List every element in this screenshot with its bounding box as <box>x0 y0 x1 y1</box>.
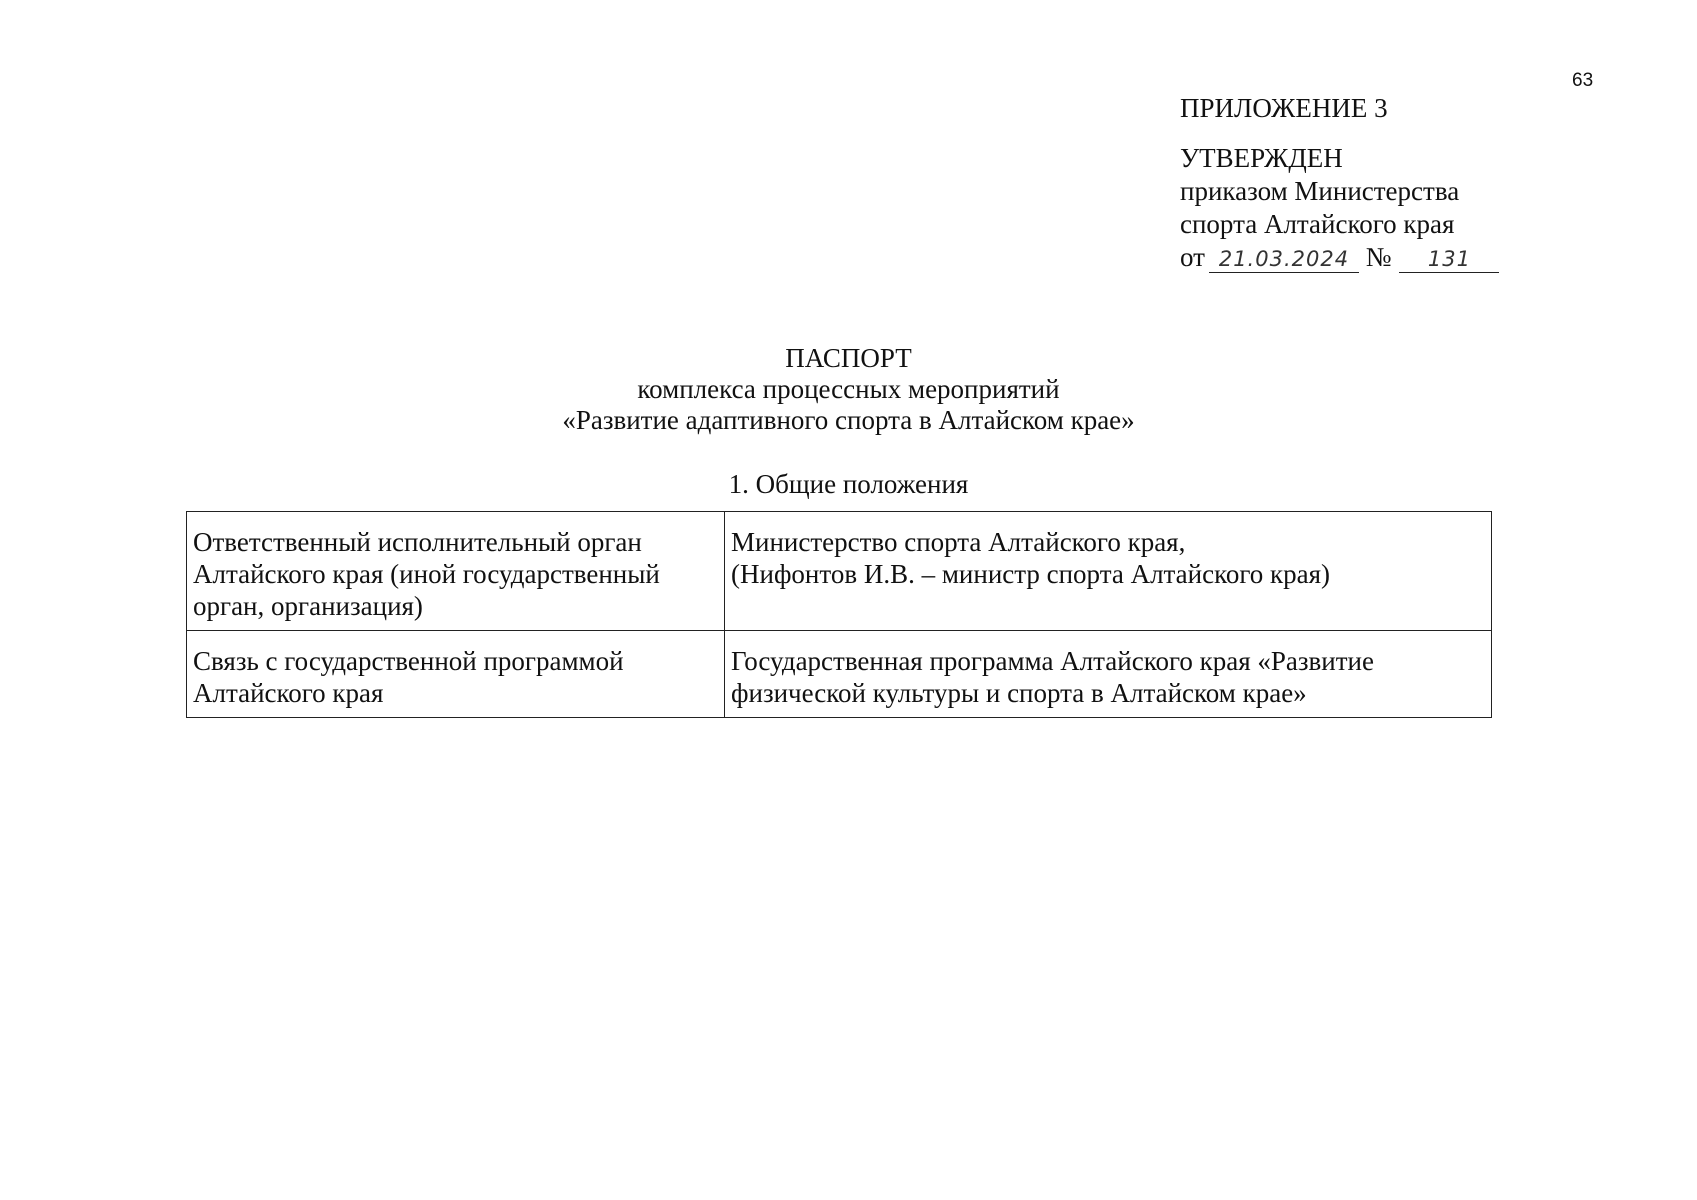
number-label: № <box>1365 242 1392 272</box>
program-link-value: Государственная программа Алтайского края «Развитие физической культуры и спорта в Алтайском крае» <box>731 646 1374 708</box>
document-title: ПАСПОРТ <box>785 343 912 373</box>
general-provisions-table <box>186 511 1492 718</box>
table-cell-value <box>725 512 1492 631</box>
responsible-body-label: Ответственный исполнительный орган Алтайского края (иной государственный орган, организация) <box>193 527 660 621</box>
page-number: 63 <box>1572 70 1594 91</box>
handwritten-date: 21.03.2024 <box>1209 246 1359 273</box>
approval-line-ministry: приказом Министерства <box>1180 176 1460 206</box>
responsible-body-value: Министерство спорта Алтайского края, <box>731 527 1186 557</box>
table-row <box>187 631 1492 718</box>
passport-header <box>0 343 1697 436</box>
table-cell-label <box>187 512 725 631</box>
complex-name: «Развитие адаптивного спорта в Алтайском крае» <box>562 405 1135 435</box>
approval-date-number-line <box>1180 241 1499 274</box>
approved-label: УТВЕРЖДЕН <box>1180 143 1343 173</box>
section-title: 1. Общие положения <box>728 469 969 499</box>
from-label: от <box>1180 242 1205 272</box>
table-row <box>187 512 1492 631</box>
annex-title: ПРИЛОЖЕНИЕ 3 <box>1180 93 1388 123</box>
handwritten-number: 131 <box>1399 246 1499 273</box>
table-cell-label <box>187 631 725 718</box>
program-link-label: Связь с государственной программой Алтайского края <box>193 646 624 708</box>
approval-line-region: спорта Алтайского края <box>1180 209 1455 239</box>
table-cell-value <box>725 631 1492 718</box>
document-subtitle: комплекса процессных мероприятий <box>637 374 1060 404</box>
responsible-person-value: (Нифонтов И.В. – министр спорта Алтайского края) <box>731 559 1330 589</box>
approval-block <box>1180 92 1499 274</box>
